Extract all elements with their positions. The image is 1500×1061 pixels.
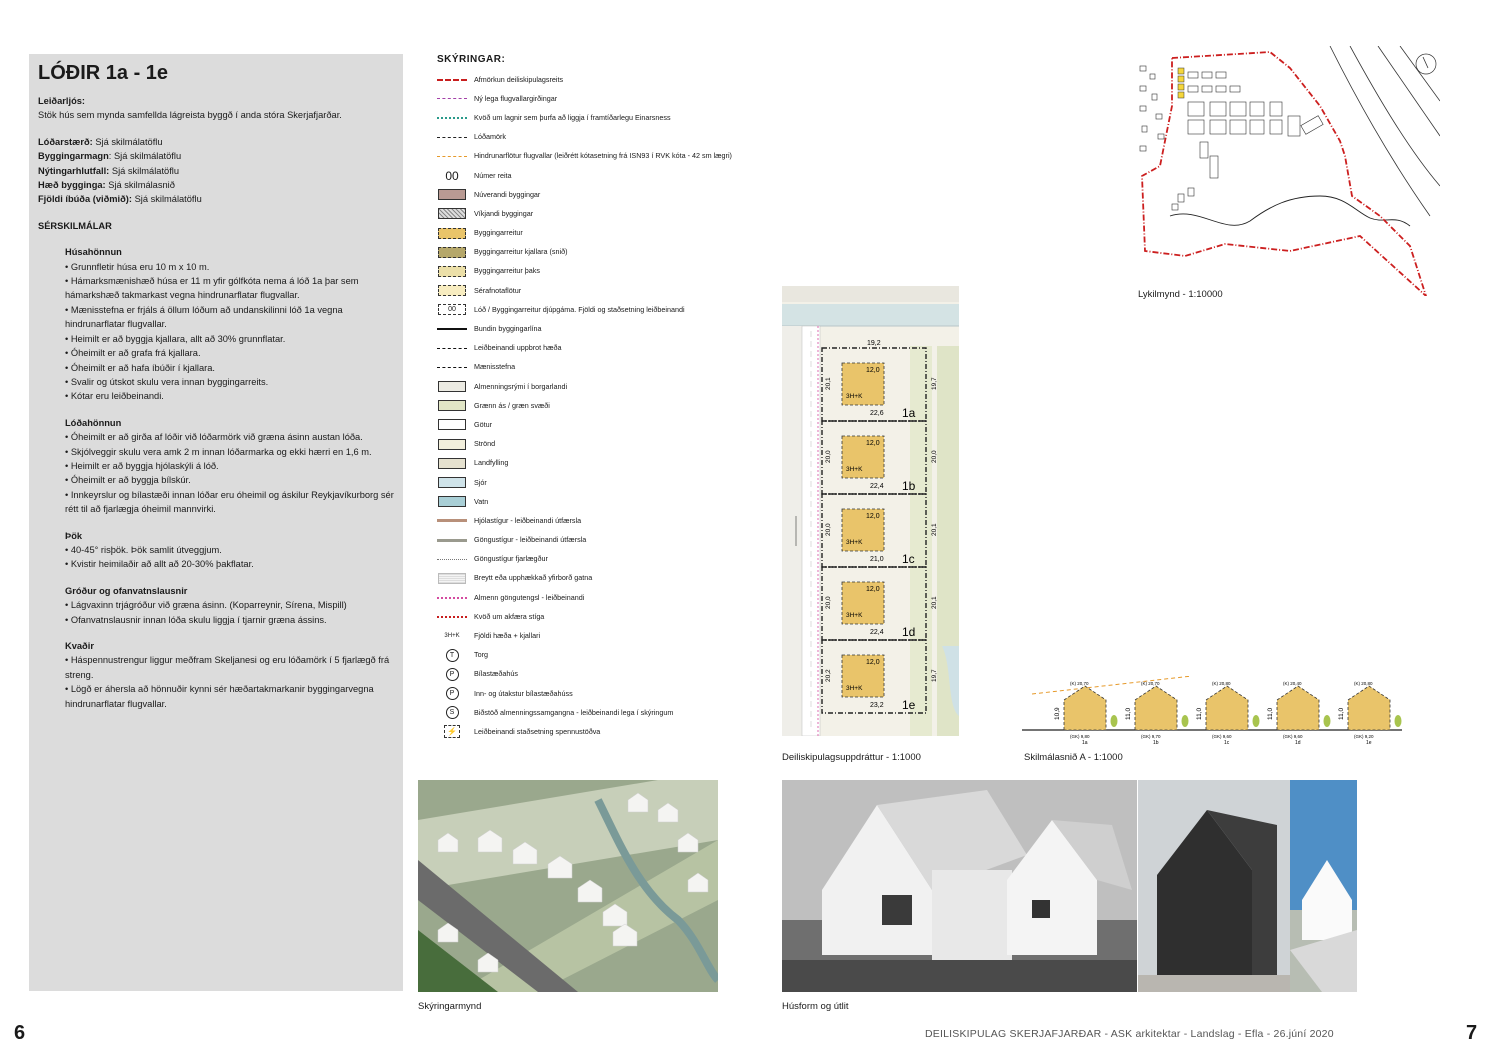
legend-symbol bbox=[437, 533, 467, 547]
house-photos bbox=[782, 780, 1357, 992]
legend-item bbox=[437, 511, 737, 530]
key-map-svg bbox=[1130, 46, 1440, 296]
legend-label: Torg bbox=[474, 650, 488, 660]
lot-id: 1a bbox=[902, 406, 916, 420]
section-lot-design bbox=[38, 430, 394, 711]
lot-id: 1d bbox=[902, 625, 916, 639]
lot-left-dim: 20,2 bbox=[825, 669, 832, 682]
legend-label: Göngustígur - leiðbeinandi útfærsla bbox=[474, 535, 587, 545]
section-lot-label: 1a bbox=[1082, 740, 1088, 746]
legend-symbol bbox=[437, 322, 467, 336]
guideline-label: Leiðarljós: bbox=[38, 96, 86, 106]
legend-item bbox=[437, 396, 737, 415]
legend-label: Göngustígur fjarlægður bbox=[474, 554, 548, 564]
legend-label: Kvöð um lagnir sem þurfa að liggja í framtíðarlegu Einarsness bbox=[474, 112, 671, 122]
legend-symbol bbox=[437, 456, 467, 470]
legend-label: Lóð / Byggingarreitur djúpgáma. Fjöldi og staðsetning leiðbeinandi bbox=[474, 304, 685, 314]
list-item: • Innkeyrslur og bílastæði innan lóðar eru óheimil og áskilur Reykjavíkurborg sér rétt til að fjarlægja óheimil mannvirki. bbox=[65, 489, 394, 515]
legend-symbol bbox=[437, 360, 467, 374]
lot-id: 1e bbox=[902, 698, 916, 712]
page-number-right: 7 bbox=[1466, 1022, 1478, 1044]
legend-item bbox=[437, 108, 737, 127]
house-photos-svg bbox=[782, 780, 1357, 992]
lot-right-dim: 20,0 bbox=[931, 450, 938, 463]
section-height: 11,0 bbox=[1267, 707, 1274, 720]
footer-text: DEILISKIPULAG SKERJAFJARÐAR - ASK arkitektar - Landslag - Efla - 26.júní 2020 bbox=[925, 1028, 1334, 1040]
legend-symbol bbox=[437, 380, 467, 394]
list-item: • Svalir og útskot skulu vera innan byggingarreits. bbox=[65, 376, 269, 387]
legend-item bbox=[437, 243, 737, 262]
box-label: 3H+K bbox=[846, 466, 863, 473]
legend-label: Inn- og útakstur bílastæðahúss bbox=[474, 688, 573, 698]
section-house-design bbox=[38, 245, 394, 430]
section-house bbox=[1206, 686, 1248, 730]
legend-label: Hjólastígur - leiðbeinandi útfærsla bbox=[474, 515, 582, 525]
legend-label: Mænisstefna bbox=[474, 362, 516, 372]
lot-left-dim: 20,0 bbox=[825, 596, 832, 609]
lot-right-dim: 19,7 bbox=[931, 377, 938, 390]
legend-label: Lóðamörk bbox=[474, 132, 506, 142]
legend-item bbox=[437, 166, 737, 185]
section-drawing bbox=[1022, 676, 1402, 746]
legend-label: Almenningsrými í borgarlandi bbox=[474, 381, 568, 391]
legend-symbol bbox=[437, 245, 467, 259]
legend-label: Núverandi byggingar bbox=[474, 189, 541, 199]
fact-building-size: Byggingarmagn: Sjá skilmálatöflu bbox=[38, 151, 182, 162]
lot-bottom-dim: 22,4 bbox=[870, 629, 884, 636]
box-dimension: 12,0 bbox=[866, 513, 880, 520]
legend-symbol bbox=[437, 188, 467, 202]
list-item: • Ofanvatnslausnir innan lóða skulu liggja í tjarnir græna ássins. bbox=[65, 614, 327, 625]
list-item: • Heimilt er að byggja hjólaskýli á lóð. bbox=[65, 460, 219, 471]
legend-label: Fjöldi hæða + kjallari bbox=[474, 631, 541, 641]
legend-symbol bbox=[437, 399, 467, 413]
legend-item bbox=[437, 435, 737, 454]
lot-left-dim: 20,0 bbox=[825, 523, 832, 536]
section-house bbox=[1277, 686, 1319, 730]
legend-item bbox=[437, 339, 737, 358]
legend-label: Sérafnotaflötur bbox=[474, 285, 522, 295]
page-number-left: 6 bbox=[14, 1022, 26, 1044]
list-item: • Óheimilt er að grafa frá kjallara. bbox=[65, 348, 201, 359]
legend-item bbox=[437, 204, 737, 223]
terms-panel bbox=[29, 54, 403, 991]
legend-symbol bbox=[437, 226, 467, 240]
list-item: • Lögð er áhersla að hönnuðir kynni sér hæðartakmarkanir byggingarvegna hindrunarflatar flugvallar. bbox=[65, 684, 374, 709]
legend-item bbox=[437, 684, 737, 703]
legend-label: Hindrunarflötur flugvallar (leiðrétt kótasetning frá ISN93 í RVK kóta - 42 sm lægri) bbox=[474, 151, 732, 161]
legend-symbol-text: T bbox=[446, 649, 459, 662]
legend-symbol bbox=[437, 284, 467, 298]
special-terms-heading: SÉRSKILMÁLAR bbox=[38, 220, 112, 231]
list-item: • Háspennustrengur liggur meðfram Skeljanesi og eru lóðamörk í 5 fjarlægð frá streng. bbox=[65, 655, 390, 680]
legend-item bbox=[437, 147, 737, 166]
section-top-kota: (K) 20,80 bbox=[1354, 681, 1373, 686]
section-lot-label: 1e bbox=[1366, 740, 1372, 746]
section-floor-kota: (GK) 9,60 bbox=[1212, 734, 1232, 739]
list-item: • Kvistir heimilaðir að allt að 20-30% þakflatar. bbox=[65, 559, 254, 570]
legend-item bbox=[437, 224, 737, 243]
guideline-text: Stök hús sem mynda samfellda lágreista byggð í anda stóra Skerjafjarðar. bbox=[38, 110, 342, 121]
legend-item bbox=[437, 415, 737, 434]
legend-item bbox=[437, 473, 737, 492]
legend-label: Sjór bbox=[474, 477, 487, 487]
legend-item bbox=[437, 454, 737, 473]
legend-label: Vatn bbox=[474, 496, 489, 506]
section-top-kota: (K) 20,40 bbox=[1283, 681, 1302, 686]
lot-bottom-dim: 22,4 bbox=[870, 483, 884, 490]
legend-item bbox=[437, 281, 737, 300]
legend-symbol bbox=[437, 73, 467, 87]
legend-symbol bbox=[437, 687, 467, 701]
list-item: • 40-45° risþök. Þök samlit útveggjum. bbox=[65, 544, 222, 555]
section-caption: Skilmálasnið A - 1:1000 bbox=[1024, 752, 1123, 763]
section-top-kota: (K) 20,70 bbox=[1070, 681, 1089, 686]
section-tree bbox=[1253, 715, 1260, 727]
list-item: • Heimilt er að byggja kjallara, allt að 30% grunnflatar. bbox=[65, 333, 286, 344]
legend-symbol-text: S bbox=[446, 706, 459, 719]
legend-symbol-text: 3H+K bbox=[444, 633, 460, 640]
legend-symbol bbox=[437, 169, 467, 183]
box-label: 3H+K bbox=[846, 393, 863, 400]
section-height: 11,0 bbox=[1196, 707, 1203, 720]
plan-caption: Deiliskipulagsuppdráttur - 1:1000 bbox=[782, 752, 921, 763]
legend-label: Byggingarreitur kjallara (snið) bbox=[474, 247, 568, 257]
legend-symbol bbox=[437, 92, 467, 106]
legend-label: Landfylling bbox=[474, 458, 509, 468]
legend-item bbox=[437, 358, 737, 377]
detail-plan bbox=[782, 286, 959, 736]
legend-symbol bbox=[437, 648, 467, 662]
aerial-image bbox=[418, 780, 718, 992]
legend-symbol bbox=[437, 495, 467, 509]
legend-symbol bbox=[437, 418, 467, 432]
legend-symbol bbox=[437, 130, 467, 144]
section-height: 10,9 bbox=[1054, 707, 1061, 720]
list-item: • Óheimilt er að hafa íbúðir í kjallara. bbox=[65, 362, 216, 373]
list-item: • Kótar eru leiðbeinandi. bbox=[65, 391, 164, 402]
legend-symbol bbox=[437, 629, 467, 643]
legend-label: Leiðbeinandi uppbrot hæða bbox=[474, 343, 562, 353]
legend-title: SKÝRINGAR: bbox=[437, 54, 506, 65]
legend-item bbox=[437, 703, 737, 722]
list-item: • Grunnfletir húsa eru 10 m x 10 m. bbox=[65, 261, 210, 272]
legend-label: Strönd bbox=[474, 439, 496, 449]
aerial-caption: Skýringarmynd bbox=[418, 1001, 482, 1012]
page-title: LÓÐIR 1a - 1e bbox=[38, 62, 169, 84]
legend-symbol bbox=[437, 264, 467, 278]
section-height: 11,0 bbox=[1125, 707, 1132, 720]
legend-item bbox=[437, 300, 737, 319]
lot-bottom-dim: 23,2 bbox=[870, 702, 884, 709]
legend-label: Númer reita bbox=[474, 170, 512, 180]
legend-item bbox=[437, 626, 737, 645]
aerial-svg bbox=[418, 780, 718, 992]
legend-label: Bílastæðahús bbox=[474, 669, 518, 679]
section-title: Kvaðir bbox=[65, 641, 94, 651]
list-item: • Mænisstefna er frjáls á öllum lóðum að undanskilinni lóð 1a vegna hindrunarflatar flugvallar. bbox=[65, 304, 343, 330]
legend-symbol bbox=[437, 571, 467, 585]
legend-label: Ný lega flugvallargirðingar bbox=[474, 93, 558, 103]
section-height: 11,0 bbox=[1338, 707, 1345, 720]
legend-item bbox=[437, 550, 737, 569]
box-dimension: 12,0 bbox=[866, 586, 880, 593]
legend-item bbox=[437, 319, 737, 338]
legend-items bbox=[437, 70, 737, 742]
legend-symbol-text: P bbox=[446, 668, 459, 681]
detail-plan-drawing bbox=[782, 286, 959, 736]
legend-label: Breytt eða upphækkað yfirborð gatna bbox=[474, 573, 593, 583]
legend-item bbox=[437, 588, 737, 607]
houses-caption: Húsform og útlit bbox=[782, 1001, 849, 1012]
section-floor-kota: (GK) 9,20 bbox=[1354, 734, 1374, 739]
legend-symbol bbox=[437, 341, 467, 355]
legend-symbol bbox=[437, 514, 467, 528]
fact-lot-size: Lóðarstærð: Sjá skilmálatöflu bbox=[38, 136, 163, 147]
lot-id: 1c bbox=[902, 552, 915, 566]
lot-id: 1b bbox=[902, 479, 916, 493]
lot-right-dim: 20,1 bbox=[931, 596, 938, 609]
legend-label: Almenn göngutengsl - leiðbeinandi bbox=[474, 592, 585, 602]
legend-symbol bbox=[437, 610, 467, 624]
box-label: 3H+K bbox=[846, 612, 863, 619]
box-label: 3H+K bbox=[846, 685, 863, 692]
list-item: • Skjólveggir skulu vera amk 2 m innan lóðarmarka og ekki hærri en 1,6 m. bbox=[65, 446, 372, 457]
fact-utilization: Nýtingarhlutfall: Sjá skilmálatöflu bbox=[38, 165, 180, 176]
legend-label: Byggingarreitur bbox=[474, 228, 523, 238]
fact-units: Fjöldi íbúða (viðmið): Sjá skilmálatöflu bbox=[38, 194, 202, 205]
lot-right-dim: 19,7 bbox=[931, 669, 938, 682]
legend-item bbox=[437, 128, 737, 147]
legend-item bbox=[437, 531, 737, 550]
list-item: • Óheimilt er að girða af lóðir við lóðarmörk við græna ásinn austan lóða. bbox=[65, 432, 363, 443]
legend-symbol bbox=[437, 149, 467, 163]
section-tree bbox=[1324, 715, 1331, 727]
legend-symbol bbox=[437, 476, 467, 490]
legend-symbol-text: 00 bbox=[445, 168, 459, 183]
legend-symbol: ⚡ bbox=[437, 725, 467, 739]
section-lot-label: 1d bbox=[1295, 740, 1301, 746]
legend-item bbox=[437, 70, 737, 89]
legend-item bbox=[437, 607, 737, 626]
section-title: Þök bbox=[65, 530, 83, 541]
section-top-kota: (K) 20,80 bbox=[1212, 681, 1231, 686]
legend bbox=[437, 54, 737, 742]
legend-symbol bbox=[437, 706, 467, 720]
legend-item bbox=[437, 665, 737, 684]
legend-symbol bbox=[437, 303, 467, 317]
section-house bbox=[1064, 686, 1106, 730]
legend-label: Biðstöð almenningssamgangna - leiðbeinandi lega í skýringum bbox=[474, 707, 674, 717]
section-tree bbox=[1182, 715, 1189, 727]
section-title: Húsahönnun bbox=[65, 247, 122, 258]
section-floor-kota: (GK) 9,60 bbox=[1283, 734, 1303, 739]
legend-symbol bbox=[437, 552, 467, 566]
legend-label: Bundin byggingarlína bbox=[474, 324, 542, 334]
box-dimension: 12,0 bbox=[866, 367, 880, 374]
section-svg bbox=[1022, 676, 1402, 746]
legend-symbol-text: 00 bbox=[438, 304, 466, 315]
legend-label: Kvöð um akfæra stíga bbox=[474, 611, 545, 621]
list-item: • Óheimilt er að byggja bílskúr. bbox=[65, 475, 191, 486]
legend-item bbox=[437, 185, 737, 204]
section-lot-label: 1b bbox=[1153, 740, 1159, 746]
box-dimension: 12,0 bbox=[866, 440, 880, 447]
legend-item bbox=[437, 722, 737, 741]
lot-bottom-dim: 21,0 bbox=[870, 556, 884, 563]
legend-label: Leiðbeinandi staðsetning spennustöðva bbox=[474, 726, 601, 736]
legend-symbol bbox=[437, 207, 467, 221]
legend-symbol-text: P bbox=[446, 687, 459, 700]
section-lot-label: 1c bbox=[1224, 740, 1230, 746]
box-label: 3H+K bbox=[846, 539, 863, 546]
legend-symbol bbox=[437, 437, 467, 451]
lot-top-dim: 19,2 bbox=[867, 340, 881, 347]
list-item: • Hámarksmænishæð húsa er 11 m yfir gólfkóta nema á lóð 1a þar sem hámarkshæð takmarkast vegna hindrunarflatar flugvallar. bbox=[65, 276, 359, 301]
legend-item bbox=[437, 646, 737, 665]
lot-right-dim: 20,1 bbox=[931, 523, 938, 536]
section-title: Lóðahönnun bbox=[65, 417, 122, 428]
lot-bottom-dim: 22,6 bbox=[870, 410, 884, 417]
legend-item bbox=[437, 569, 737, 588]
legend-item bbox=[437, 377, 737, 396]
lot-left-dim: 20,1 bbox=[825, 377, 832, 390]
section-house bbox=[1348, 686, 1390, 730]
section-floor-kota: (GK) 9,70 bbox=[1141, 734, 1161, 739]
legend-label: Víkjandi byggingar bbox=[474, 208, 534, 218]
legend-item bbox=[437, 492, 737, 511]
fact-height: Hæð bygginga: Sjá skilmálasnið bbox=[38, 180, 175, 191]
box-dimension: 12,0 bbox=[866, 659, 880, 666]
section-floor-kota: (GK) 9,80 bbox=[1070, 734, 1090, 739]
legend-label: Byggingarreitur þaks bbox=[474, 266, 540, 276]
legend-label: Afmörkun deiliskipulagsreits bbox=[474, 74, 564, 84]
legend-symbol bbox=[437, 111, 467, 125]
section-house bbox=[1135, 686, 1177, 730]
section-title: Gróður og ofanvatnslausnir bbox=[65, 585, 188, 596]
legend-label: Grænn ás / græn svæði bbox=[474, 400, 550, 410]
legend-symbol bbox=[437, 667, 467, 681]
legend-item bbox=[437, 262, 737, 281]
section-top-kota: (K) 20,70 bbox=[1141, 681, 1160, 686]
key-map bbox=[1130, 46, 1440, 296]
legend-item bbox=[437, 89, 737, 108]
legend-label: Götur bbox=[474, 419, 492, 429]
list-item: • Lágvaxinn trjágróður við græna ásinn. (Koparreynir, Sírena, Mispill) bbox=[65, 600, 347, 611]
lot-left-dim: 20,0 bbox=[825, 450, 832, 463]
legend-symbol bbox=[437, 591, 467, 605]
keymap-caption: Lykilmynd - 1:10000 bbox=[1138, 289, 1223, 300]
section-tree bbox=[1395, 715, 1402, 727]
section-tree bbox=[1111, 715, 1118, 727]
